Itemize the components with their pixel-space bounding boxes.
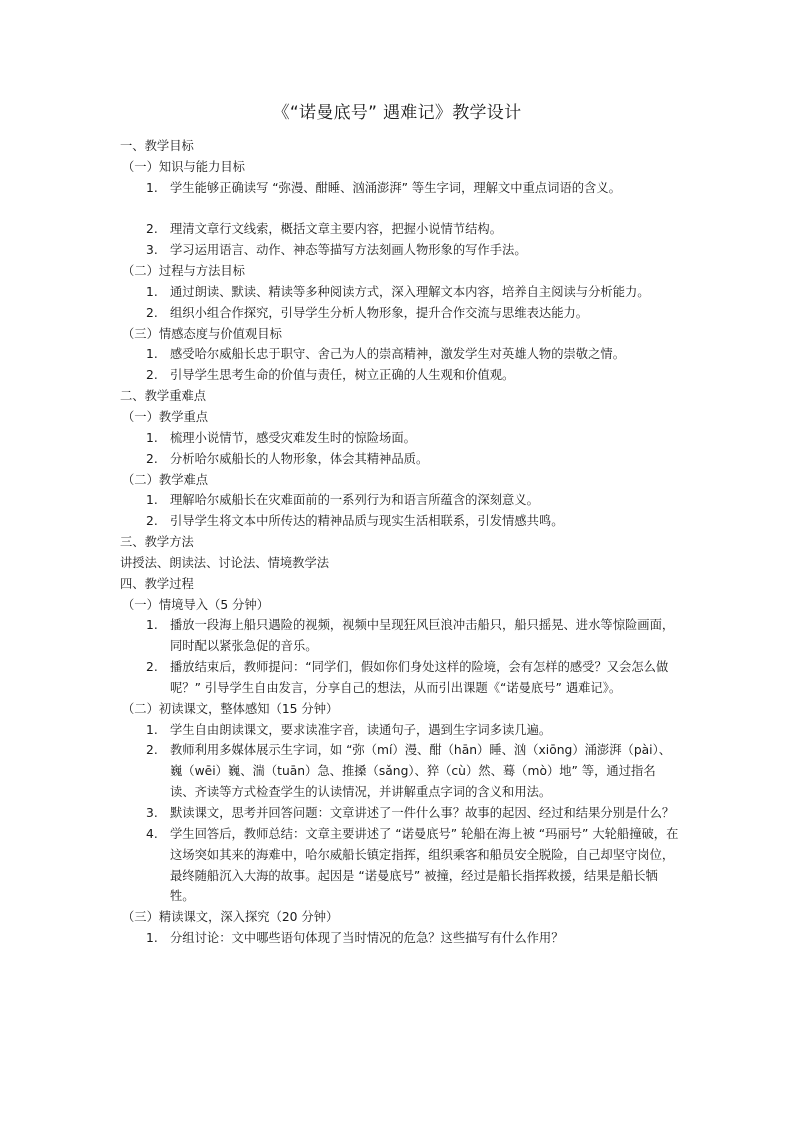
item-text: 感受哈尔威船长忠于职守、舍己为人的崇高精神，激发学生对英雄人物的崇敬之情。 — [170, 347, 625, 362]
item-text: 播放结束后，教师提问：“同学们，假如你们身处这样的险境，会有怎样的感受？又会怎么做呢？” 引导学生自由发言，分享自己的想法，从而引出课题《“诺曼底号” 遇难记》。 — [170, 660, 669, 695]
document-body — [120, 136, 680, 949]
document-title: 《“诺曼底号” 遇难记》教学设计 — [272, 103, 522, 123]
subsection-heading: （一）情境导入（5 分钟） — [122, 597, 269, 612]
subsection-heading: （二）过程与方法目标 — [122, 264, 245, 279]
difficulty-list — [120, 490, 680, 532]
item-number: 3. — [146, 806, 158, 820]
item-text: 学生自由朗读课文，要求读准字音，读通句子，遇到生字词多读几遍。 — [170, 722, 552, 737]
item-number: 1. — [146, 931, 158, 946]
item-number: 2. — [146, 743, 158, 758]
objective-list — [120, 282, 680, 324]
item-number: 2. — [146, 660, 158, 675]
subsection-heading: （三）精读课文，深入探究（20 分钟） — [122, 910, 339, 925]
list-item — [120, 303, 680, 324]
item-text: 理清文章行文线索，概括文章主要内容，把握小说情节结构。 — [170, 222, 503, 237]
list-item — [120, 720, 680, 741]
item-number: 2. — [146, 451, 158, 466]
item-text: 教师利用多媒体展示生字词，如 “弥（mí）漫、酣（hān）睡、汹（xiōng）涌澎湃（pài）、巍（wēi）巍、湍（tuān）急、推搡（sǎng）、猝（cù）然、蓦（mò）地” 等，通过指名读、齐读等方式检查学生的认读情况，并讲解重点字词的含义和用法。 — [170, 743, 672, 800]
list-item — [120, 824, 680, 907]
list-item — [120, 219, 680, 240]
subsection-heading: （二）教学难点 — [122, 472, 209, 487]
process-step-list — [120, 615, 680, 698]
item-text: 组织小组合作探究，引导学生分析人物形象，提升合作交流与思维表达能力。 — [170, 305, 589, 320]
section-heading-process: 四、教学过程 — [120, 576, 194, 591]
list-item — [120, 365, 680, 386]
process-step-list — [120, 720, 680, 908]
item-number: 1. — [146, 493, 158, 508]
list-item — [120, 449, 680, 470]
process-step-list — [120, 928, 680, 949]
list-item — [120, 615, 680, 657]
item-text: 引导学生将文本中所传达的精神品质与现实生活相联系，引发情感共鸣。 — [170, 514, 564, 529]
list-item — [120, 282, 680, 303]
item-number: 1. — [146, 284, 158, 299]
item-text: 默读课文，思考并回答问题：文章讲述了一件什么事？故事的起因、经过和结果分别是什么？ — [170, 806, 675, 820]
item-text: 学习运用语言、动作、神态等描写方法刻画人物形象的写作手法。 — [170, 243, 527, 258]
list-item — [120, 511, 680, 532]
item-number: 2. — [146, 222, 158, 237]
objective-list — [120, 344, 680, 386]
item-text: 分组讨论：文中哪些语句体现了当时情况的危急？这些描写有什么作用？ — [170, 931, 564, 946]
item-number: 2. — [146, 368, 158, 383]
subsection-heading: （二）初读课文，整体感知（15 分钟） — [122, 701, 339, 716]
key-point-list — [120, 428, 680, 470]
list-item — [120, 803, 680, 824]
subsection-heading: （一）知识与能力目标 — [122, 159, 245, 174]
item-number: 1. — [146, 180, 158, 195]
section-heading-key-points: 二、教学重难点 — [120, 389, 207, 404]
list-item — [120, 490, 680, 511]
list-item — [120, 428, 680, 449]
objective-list — [120, 178, 680, 261]
item-text: 通过朗读、默读、精读等多种阅读方式，深入理解文本内容，培养自主阅读与分析能力。 — [170, 284, 650, 299]
section-heading-objectives: 一、教学目标 — [120, 139, 194, 153]
item-number: 3. — [146, 243, 158, 258]
item-number: 1. — [146, 347, 158, 362]
list-item — [120, 178, 680, 199]
item-text: 分析哈尔威船长的人物形象，体会其精神品质。 — [170, 451, 429, 466]
list-item — [120, 740, 680, 803]
subsection-heading: （三）情感态度与价值观目标 — [122, 326, 282, 341]
item-number: 1. — [146, 722, 158, 737]
item-number: 1. — [146, 618, 158, 633]
item-text: 梳理小说情节，感受灾难发生时的惊险场面。 — [170, 430, 416, 445]
list-item — [120, 240, 680, 261]
list-item — [120, 928, 680, 949]
item-number: 1. — [146, 430, 158, 445]
methods-text: 讲授法、朗读法、讨论法、情境教学法 — [120, 555, 330, 570]
item-text: 学生回答后，教师总结：文章主要讲述了 “诺曼底号” 轮船在海上被 “玛丽号” 大轮船撞破，在这场突如其来的海难中，哈尔威船长镇定指挥，组织乘客和船员安全脱险，自己却坚守岗位，最终随船沉入大海的故事。起因是 “诺曼底号” 被撞，经过是船长指挥救援，结果是船长牺牲。 — [170, 826, 679, 904]
item-text: 学生能够正确读写 “弥漫、酣睡、汹涌澎湃” 等生字词，理解文中重点词语的含义。 — [170, 180, 621, 195]
item-number: 2. — [146, 305, 158, 320]
item-text: 理解哈尔威船长在灾难面前的一系列行为和语言所蕴含的深刻意义。 — [170, 493, 539, 508]
section-heading-methods: 三、教学方法 — [120, 535, 194, 550]
item-text: 播放一段海上船只遇险的视频，视频中呈现狂风巨浪冲击船只，船只摇晃、进水等惊险画面，同时配以紧张急促的音乐。 — [170, 618, 675, 654]
item-text: 引导学生思考生命的价值与责任，树立正确的人生观和价值观。 — [170, 368, 515, 383]
list-item — [120, 657, 680, 699]
subsection-heading: （一）教学重点 — [122, 409, 209, 424]
item-number: 4. — [146, 826, 158, 841]
list-item — [120, 344, 680, 365]
blank-line — [120, 199, 680, 220]
item-number: 2. — [146, 514, 158, 529]
